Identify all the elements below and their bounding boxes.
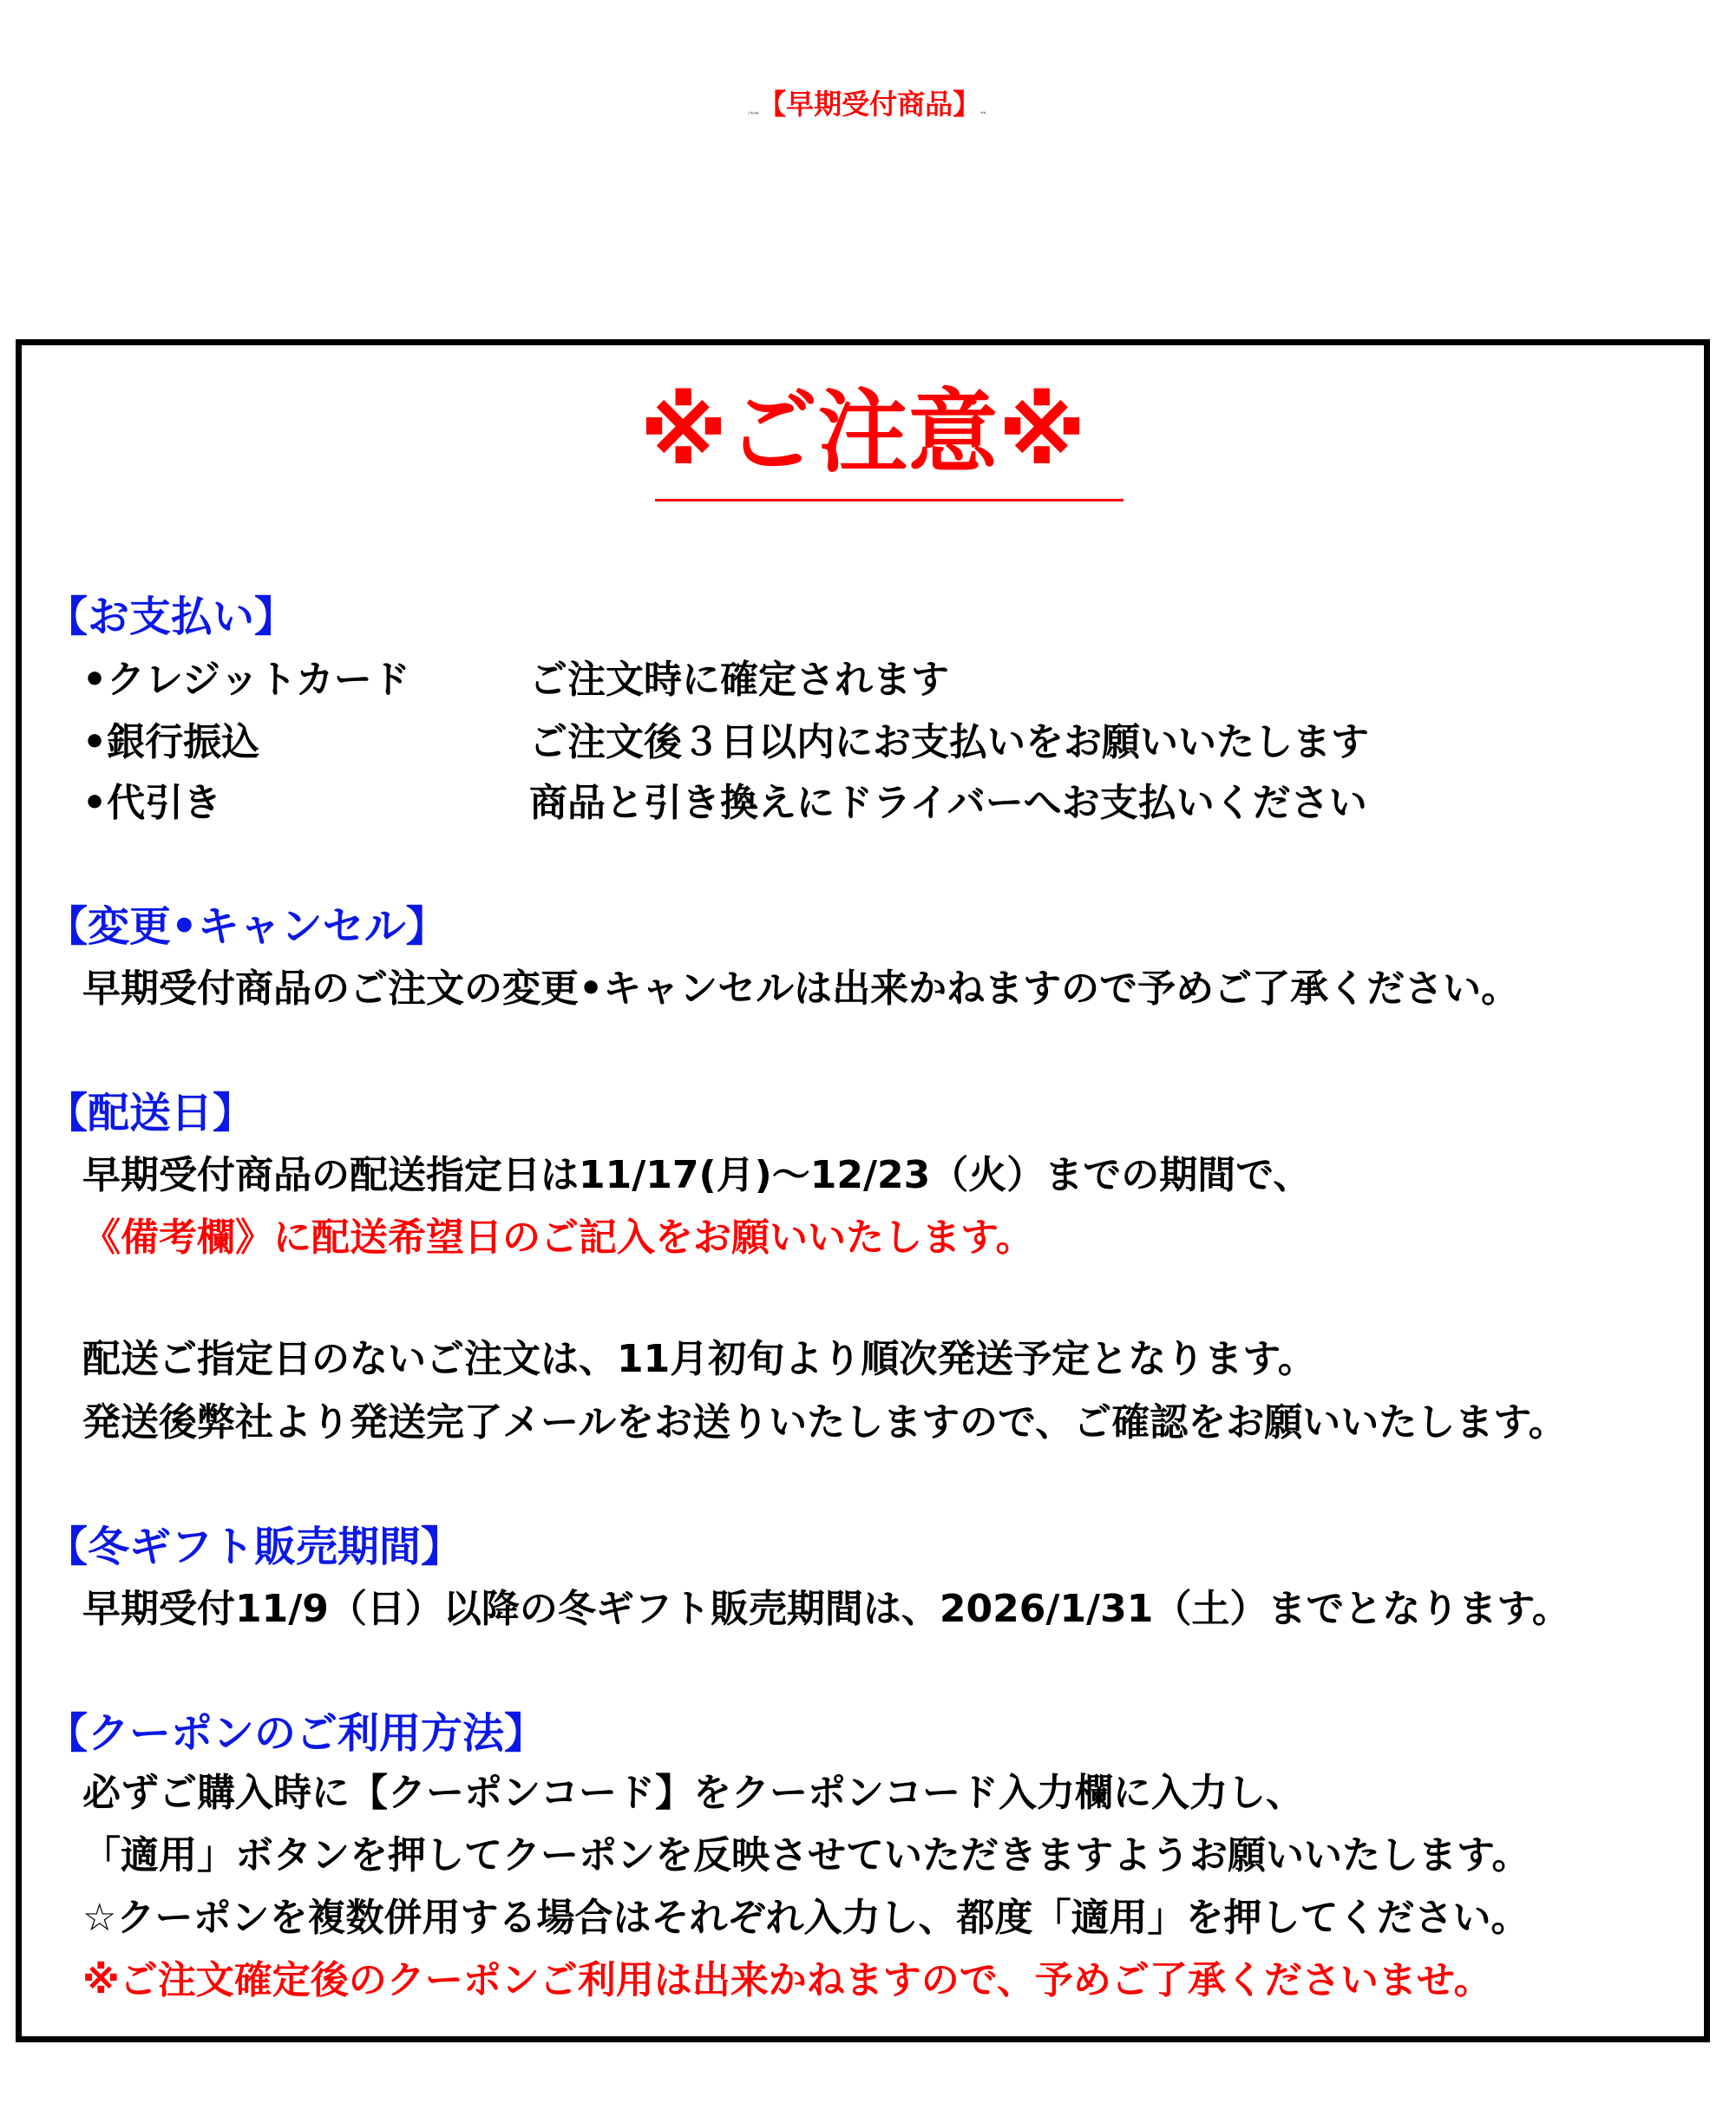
payment-detail-credit: ご注文時に確定されます xyxy=(529,658,949,702)
title-underline xyxy=(655,499,1123,501)
payment-method-cod: •代引き xyxy=(82,781,222,825)
payment-detail-bank: ご注文後３日以内にお支払いをお願いいたします xyxy=(529,720,1369,764)
header-suffix: です。 xyxy=(980,111,988,115)
winter-gift-text: 早期受付11/9（日）以降の冬ギフト販売期間は、2026/1/31（土）までとなります。 xyxy=(82,1587,1570,1631)
header-line-2 xyxy=(0,185,1736,254)
coupon-line-3: ☆クーポンを複数併用する場合はそれぞれ入力し、都度「適用」を押してください。 xyxy=(82,1896,1530,1940)
notice-box xyxy=(16,339,1710,2042)
header-emphasis: 【早期受付商品】 xyxy=(758,88,981,121)
payment-detail-cod: 商品と引き換えにドライバーへお支払いください xyxy=(529,781,1367,825)
winter-gift-heading: 【冬ギフト販売期間】 xyxy=(46,1523,463,1571)
delivery-line-2: 《備考欄》に配送希望日のご記入をお願いいたします。 xyxy=(82,1216,1034,1260)
change-heading: 【変更•キャンセル】 xyxy=(46,902,448,951)
header-line-1 xyxy=(0,61,1736,156)
payment-method-credit: •クレジットカード xyxy=(82,658,410,702)
coupon-line-4: ※ご注文確定後のクーポンご利用は出来かねますので、予めご了承くださいませ。 xyxy=(82,1958,1492,2002)
payment-heading: 【お支払い】 xyxy=(46,593,297,641)
coupon-line-1: 必ずご購入時に【クーポンコード】をクーポンコード入力欄に入力し、 xyxy=(82,1771,1304,1815)
delivery-line-3: 配送ご指定日のないご注文は、11月初旬より順次発送予定となります。 xyxy=(82,1337,1316,1381)
coupon-heading: 【クーポンのご利用方法】 xyxy=(46,1709,547,1758)
notice-title: ※ご注意※ xyxy=(639,379,1086,485)
delivery-line-1: 早期受付商品の配送指定日は11/17(月)〜12/23（火）までの期間で、 xyxy=(82,1153,1312,1197)
coupon-line-2: 「適用」ボタンを押してクーポンを反映させていただきますようお願いいたします。 xyxy=(82,1833,1530,1877)
header-prefix: こちらは xyxy=(748,111,759,115)
change-text: 早期受付商品のご注文の変更•キャンセルは出来かねますので予めご了承ください。 xyxy=(82,967,1520,1011)
payment-method-bank: •銀行振込 xyxy=(82,720,260,764)
delivery-line-4: 発送後弊社より発送完了メールをお送りいたしますので、ご確認をお願いいたします。 xyxy=(82,1400,1567,1445)
delivery-heading: 【配送日】 xyxy=(46,1089,255,1137)
